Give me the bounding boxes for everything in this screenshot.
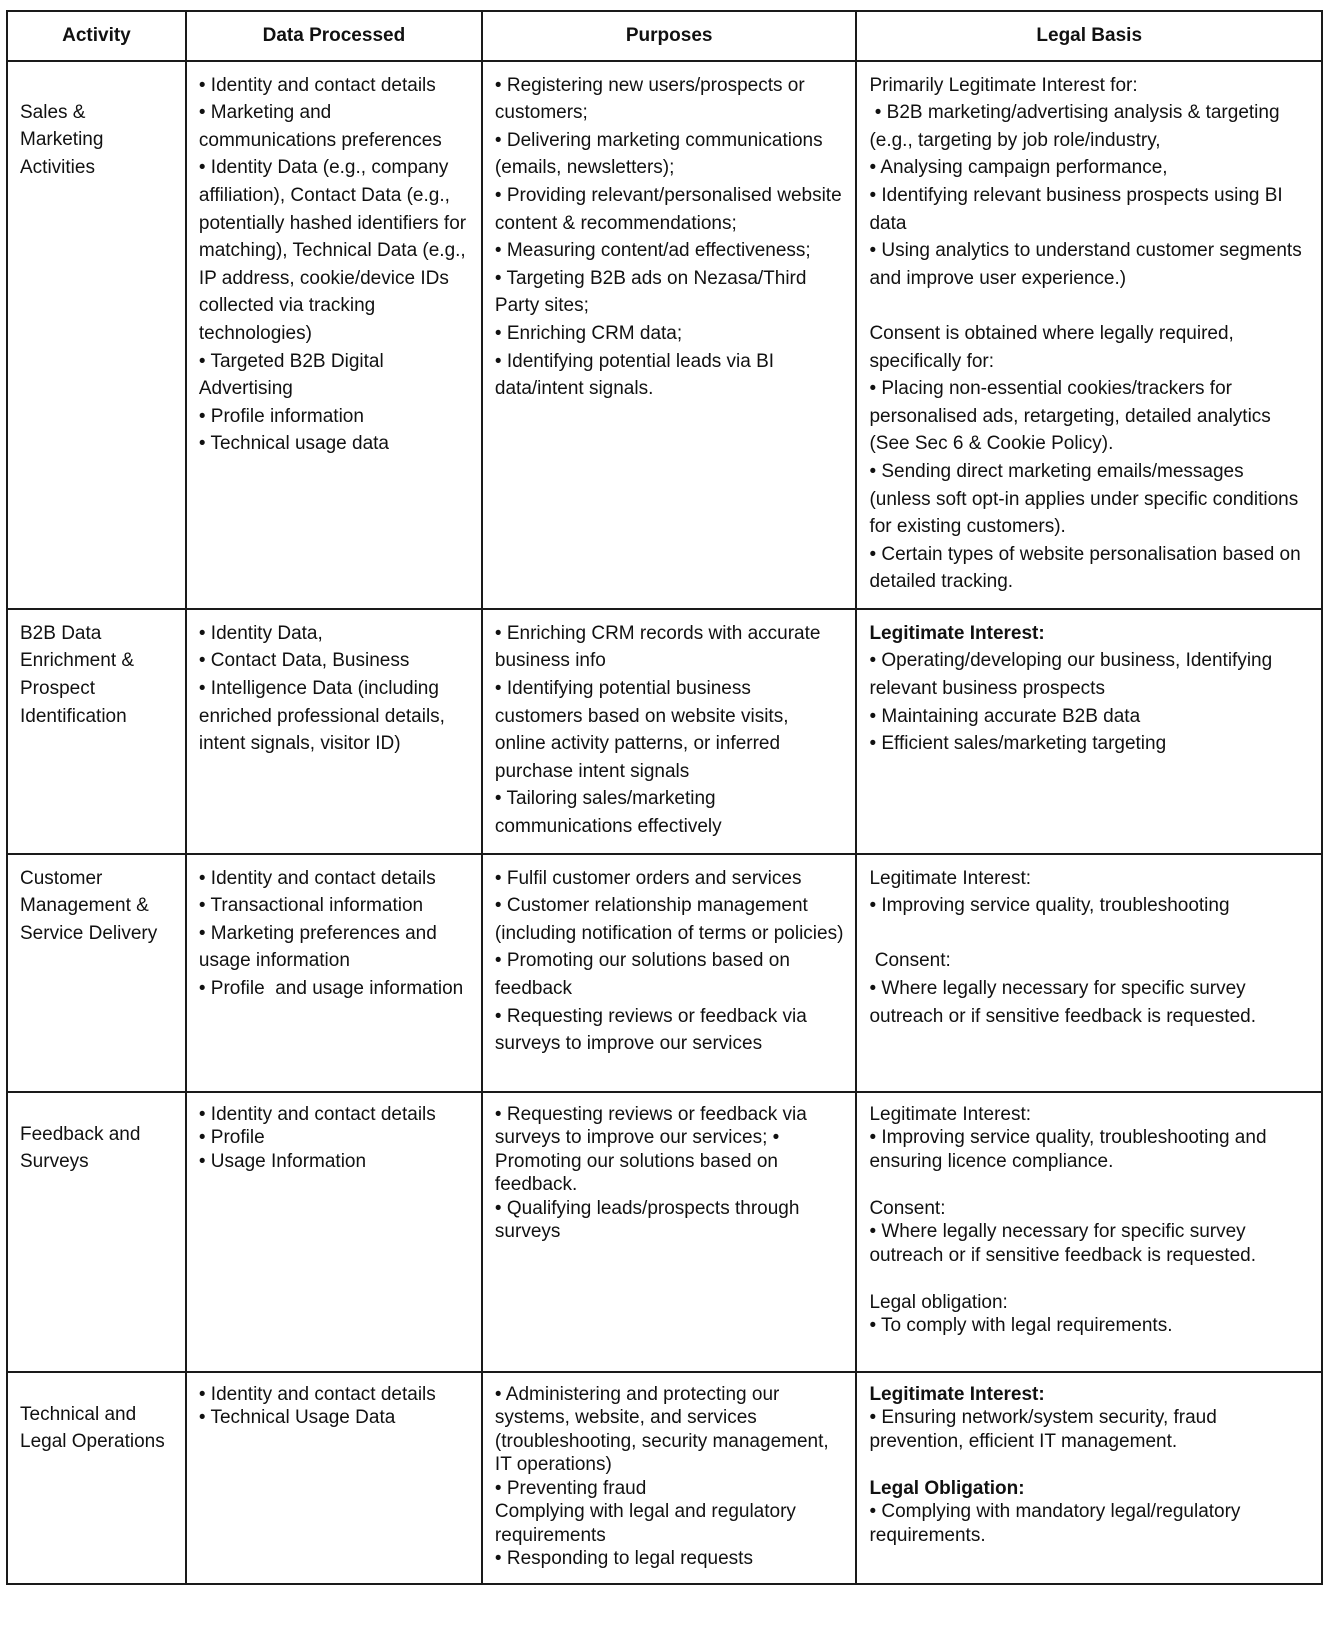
- legal-basis-heading: Legitimate Interest:: [869, 622, 1045, 644]
- activity-label: B2B Data Enrichment & Prospect Identification: [20, 622, 140, 727]
- activity-cell: [7, 609, 186, 854]
- list-item: • Improving service quality, troubleshooting: [869, 895, 1230, 917]
- list-item: • Promoting our solutions based on feedback: [494, 950, 796, 999]
- list-item: • Administering and protecting our systems, website, and services (troubleshooting, security management, IT operations): [494, 1383, 834, 1476]
- activity-label: Feedback and Surveys: [20, 1123, 146, 1173]
- legal-basis-heading: Legitimate Interest:: [869, 1383, 1045, 1405]
- list-item: • Responding to legal requests: [494, 1548, 753, 1570]
- data-processed-cell: [186, 1092, 482, 1372]
- list-item: • Qualifying leads/prospects through surveys: [494, 1197, 805, 1243]
- list-item: • Operating/developing our business, Identifying relevant business prospects: [869, 650, 1278, 700]
- list-item: • Certain types of website personalisation based on detailed tracking.: [869, 543, 1306, 593]
- list-item: • Customer relationship management (including notification of terms or policies): [494, 895, 844, 944]
- list-item: • Profile and usage information: [198, 978, 464, 999]
- data-processed-cell: [186, 609, 482, 854]
- legal-basis-heading: Legal Obligation:: [869, 1477, 1025, 1499]
- list-item: • Identity and contact details: [198, 867, 436, 889]
- list-item: • Targeted B2B Digital Advertising: [198, 350, 388, 400]
- legal-basis-cell: [856, 1372, 1322, 1584]
- table-row: [7, 854, 1322, 1092]
- header-activity: Activity: [7, 11, 186, 61]
- spacer: [869, 292, 1309, 320]
- list-item: • Profile: [198, 1127, 265, 1149]
- list-item: • Identifying potential business customers based on website visits, online activity patterns, or inferred purchase intent signals: [494, 678, 794, 782]
- list-item: • Registering new users/prospects or customers;: [494, 74, 810, 124]
- list-item: • Identifying potential leads via BI data/intent signals.: [494, 350, 780, 400]
- purposes-cell: [482, 609, 857, 854]
- list-item: • To comply with legal requirements.: [869, 1315, 1173, 1337]
- list-item: • Marketing and communications preferences: [198, 102, 442, 151]
- spacer: [869, 1173, 1309, 1197]
- list-item: • Using analytics to understand customer segments and improve user experience.): [869, 240, 1307, 289]
- purposes-cell: [482, 61, 857, 609]
- list-item: • Identity and contact details: [198, 74, 436, 96]
- legal-basis-table: [6, 10, 1323, 1585]
- data-processed-cell: [186, 854, 482, 1092]
- header-purposes: Purposes: [482, 11, 857, 61]
- list-item: • Delivering marketing communications (emails, newsletters);: [494, 129, 828, 179]
- list-item: • Where legally necessary for specific survey outreach or if sensitive feedback is requested.: [869, 978, 1256, 1027]
- list-item: • Where legally necessary for specific survey outreach or if sensitive feedback is requested.: [869, 1221, 1256, 1266]
- list-item: Consent is obtained where legally required, specifically for:: [869, 322, 1240, 372]
- table-row: [7, 609, 1322, 854]
- table-row: [7, 1372, 1322, 1584]
- spacer: [869, 1267, 1309, 1291]
- list-item: • Improving service quality, troubleshooting and ensuring licence compliance.: [869, 1127, 1272, 1172]
- data-processed-cell: [186, 1372, 482, 1584]
- list-item: • Maintaining accurate B2B data: [869, 705, 1141, 727]
- list-item: • Fulfil customer orders and services: [494, 867, 802, 889]
- header-data-processed: Data Processed: [186, 11, 482, 61]
- header-legal-basis: Legal Basis: [856, 11, 1322, 61]
- list-item: • Intelligence Data (including enriched professional details, intent signals, visitor ID): [198, 678, 451, 755]
- header-row: [7, 11, 1322, 61]
- list-item: Legal obligation:: [869, 1291, 1008, 1313]
- activity-cell: [7, 854, 186, 1092]
- list-item: Legitimate Interest:: [869, 867, 1032, 889]
- list-item: • Enriching CRM data;: [494, 322, 683, 344]
- legal-basis-cell: [856, 61, 1322, 609]
- list-item: • Identifying relevant business prospects using BI data: [869, 184, 1288, 234]
- list-item: • Efficient sales/marketing targeting: [869, 733, 1167, 755]
- list-item: Complying with legal and regulatory requirements: [494, 1501, 802, 1546]
- list-item: • Identity and contact details: [198, 1383, 436, 1405]
- activity-label: Customer Management & Service Delivery: [20, 867, 158, 944]
- list-item: • Identity Data (e.g., company affiliation), Contact Data (e.g., potentially hashed identifiers for matching), Technical Data (e.g., IP address, cookie/device IDs collected via tracking technologies): [198, 157, 472, 344]
- list-item: • Contact Data, Business: [198, 650, 410, 672]
- table-row: [7, 1092, 1322, 1372]
- list-item: • Targeting B2B ads on Nezasa/Third Party sites;: [494, 267, 812, 317]
- legal-basis-cell: [856, 609, 1322, 854]
- list-item: • Tailoring sales/marketing communications effectively: [494, 788, 722, 838]
- purposes-cell: [482, 1372, 857, 1584]
- list-item: • Transactional information: [198, 895, 424, 917]
- list-item: Consent:: [869, 1197, 946, 1219]
- list-item: • Ensuring network/system security, fraud prevention, efficient IT management.: [869, 1407, 1223, 1452]
- list-item: • Technical Usage Data: [198, 1407, 396, 1429]
- list-item: • Marketing preferences and usage information: [198, 922, 443, 972]
- spacer: [869, 1453, 1309, 1477]
- activity-label: Technical and Legal Operations: [20, 1403, 165, 1453]
- list-item: Consent:: [869, 950, 951, 972]
- list-item: • Identity and contact details: [198, 1103, 436, 1125]
- list-item: • Providing relevant/personalised website content & recommendations;: [494, 184, 847, 234]
- list-item: • Enriching CRM records with accurate business info: [494, 622, 826, 672]
- purposes-cell: [482, 854, 857, 1092]
- legal-basis-cell: [856, 1092, 1322, 1372]
- list-item: • Requesting reviews or feedback via surveys to improve our services; • Promoting our solutions based on feedback.: [494, 1103, 813, 1196]
- list-item: • Technical usage data: [198, 433, 389, 455]
- list-item: • Identity Data,: [198, 622, 323, 644]
- legal-basis-cell: [856, 854, 1322, 1092]
- list-item: • Preventing fraud: [494, 1477, 647, 1499]
- list-item: • Measuring content/ad effectiveness;: [494, 240, 811, 262]
- list-item: • Usage Information: [198, 1150, 367, 1172]
- list-item: • Requesting reviews or feedback via surveys to improve our services: [494, 1005, 813, 1055]
- list-item: • Sending direct marketing emails/messages (unless soft opt-in applies under specific conditions for existing customers).: [869, 460, 1304, 538]
- activity-cell: [7, 1092, 186, 1372]
- list-item: • B2B marketing/advertising analysis & targeting (e.g., targeting by job role/industry,: [869, 102, 1285, 151]
- list-item: Primarily Legitimate Interest for:: [869, 74, 1138, 96]
- list-item: • Analysing campaign performance,: [869, 157, 1168, 179]
- list-item: • Complying with mandatory legal/regulatory requirements.: [869, 1501, 1246, 1546]
- list-item: • Profile information: [198, 405, 364, 427]
- activity-cell: [7, 1372, 186, 1584]
- list-item: Legitimate Interest:: [869, 1103, 1032, 1125]
- activity-cell: [7, 61, 186, 609]
- activity-label: Sales & Marketing Activities: [20, 101, 108, 178]
- table-row: [7, 61, 1322, 609]
- data-processed-cell: [186, 61, 482, 609]
- spacer: [869, 920, 1309, 948]
- list-item: • Placing non-essential cookies/trackers for personalised ads, retargeting, detailed analytics (See Sec 6 & Cookie Policy).: [869, 378, 1277, 455]
- purposes-cell: [482, 1092, 857, 1372]
